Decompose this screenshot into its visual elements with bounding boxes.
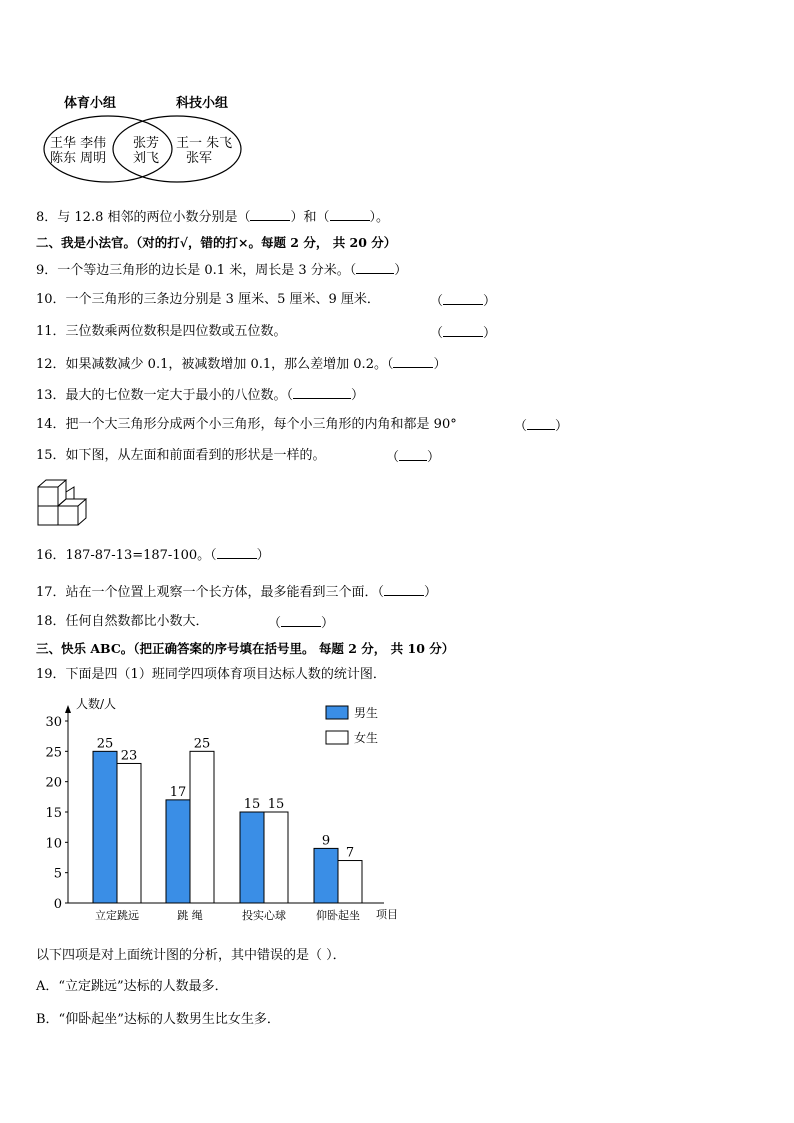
question-10-text: 10．一个三角形的三条边分别是 3 厘米、5 厘米、9 厘米． [36, 292, 380, 307]
question-11-open: （ [430, 326, 444, 341]
y-axis-label: 人数/人 [76, 697, 117, 711]
bar-girls [264, 812, 288, 903]
y-axis-arrow [65, 705, 71, 713]
question-18 [36, 614, 335, 631]
answer-blank-9[interactable] [356, 261, 394, 274]
bar-value-label: 17 [169, 784, 187, 800]
question-16 [36, 546, 270, 564]
x-category-label: 投实心球 [242, 909, 286, 922]
question-11 [36, 324, 497, 341]
question-14-open: （ [514, 419, 528, 434]
legend-label: 女生 [354, 731, 379, 745]
bar-value-label: 9 [321, 833, 331, 849]
question-8-text-c: ）。 [369, 210, 390, 225]
venn-right-label: 科技小组 [176, 96, 229, 111]
x-category-label: 跳 绳 [177, 909, 203, 922]
question-14-close: ） [555, 419, 569, 434]
question-16-close: ） [256, 548, 270, 563]
question-8-text-a: 8．与 12.8 相邻的两位小数分别是（ [36, 210, 251, 225]
question-14-paren [514, 417, 568, 435]
y-tick-label: 5 [53, 866, 62, 882]
answer-blank-8a[interactable] [250, 208, 290, 221]
question-18-paren [268, 614, 334, 632]
bar-chart [36, 692, 436, 922]
question-15-open: （ [386, 450, 400, 465]
question-14-text: 14．把一个大三角形分成两个小三角形，每个小三角形的内角和都是 90° [36, 417, 457, 432]
question-11-close: ） [483, 326, 497, 341]
question-10-close: ） [483, 294, 497, 309]
bar-boys [93, 751, 117, 903]
answer-blank-16[interactable] [217, 546, 257, 559]
question-17 [36, 583, 437, 601]
question-18-close: ） [321, 616, 335, 631]
question-18-open: （ [268, 616, 282, 631]
question-8 [36, 208, 389, 226]
answer-blank-15[interactable] [399, 448, 427, 461]
question-15-paren [386, 448, 440, 466]
question-12 [36, 355, 446, 373]
question-19: 19．下面是四（1）班同学四项体育项目达标人数的统计图． [36, 667, 386, 682]
bar-value-label: 23 [120, 748, 138, 764]
cube-figure [37, 478, 93, 528]
y-tick-label: 30 [45, 715, 62, 730]
bar-value-label: 15 [243, 797, 261, 812]
bar-value-label: 7 [345, 845, 355, 861]
question-10-paren [430, 292, 496, 310]
y-tick-label: 20 [45, 775, 62, 791]
y-tick-label: 25 [45, 745, 62, 761]
question-15-close: ） [427, 450, 441, 465]
bar-value-label: 15 [267, 797, 285, 812]
answer-blank-11[interactable] [443, 324, 483, 337]
question-12-text: 12．如果减数减少 0.1，被减数增加 0.1，那么差增加 0.2。（ [36, 357, 394, 372]
question-9-close: ） [394, 263, 408, 278]
answer-blank-18[interactable] [281, 614, 321, 627]
x-category-label: 仰卧起坐 [316, 909, 360, 922]
option-a[interactable]: A．“立定跳远”达标的人数最多． [36, 979, 228, 994]
question-14 [36, 417, 569, 434]
venn-left-names-1: 王华 李伟 [50, 136, 107, 151]
section-2-heading: 二、我是小法官。（对的打√，错的打×。每题 2 分， 共 20 分） [36, 235, 397, 250]
legend-swatch [326, 706, 348, 719]
venn-diagram [40, 88, 245, 193]
venn-middle-names-1: 张芳 [133, 136, 160, 151]
answer-blank-13[interactable] [293, 386, 351, 399]
question-13-text: 13．最大的七位数一定大于最小的八位数。（ [36, 388, 294, 403]
question-10 [36, 292, 497, 309]
question-12-close: ） [433, 357, 447, 372]
bar-boys [240, 812, 264, 903]
y-tick-label: 0 [53, 897, 62, 912]
venn-left-names-2: 陈东 周明 [50, 151, 107, 166]
answer-blank-17[interactable] [384, 583, 424, 596]
answer-blank-10[interactable] [443, 292, 483, 305]
question-9 [36, 261, 407, 279]
bar-girls [338, 861, 362, 903]
legend-label: 男生 [354, 706, 379, 720]
y-tick-label: 15 [45, 806, 62, 821]
venn-left-label: 体育小组 [64, 96, 117, 111]
venn-right-names-1: 王一 朱飞 [176, 136, 233, 151]
section-3-heading: 三、快乐 ABC。（把正确答案的序号填在括号里。 每题 2 分， 共 10 分） [36, 641, 455, 656]
option-b[interactable]: B．“仰卧起坐”达标的人数男生比女生多． [36, 1012, 280, 1027]
question-11-paren [430, 324, 496, 342]
bar-girls [117, 763, 141, 903]
question-17-close: ） [424, 585, 438, 600]
question-10-open: （ [430, 294, 444, 309]
answer-blank-8b[interactable] [330, 208, 370, 221]
question-13 [36, 386, 364, 404]
question-19-ask: 以下四项是对上面统计图的分析，其中错误的是（ ）． [36, 948, 346, 963]
question-8-text-b: ）和（ [290, 210, 330, 225]
bar-value-label: 25 [193, 736, 211, 752]
question-17-text: 17．站在一个位置上观察一个长方体，最多能看到三个面．（ [36, 585, 385, 600]
venn-right-names-2: 张军 [186, 151, 213, 166]
bar-value-label: 25 [96, 736, 114, 752]
answer-blank-14[interactable] [527, 417, 555, 430]
question-16-text: 16．187-87-13=187-100。（ [36, 548, 217, 563]
bar-boys [166, 800, 190, 903]
question-15-text: 15．如下图，从左面和前面看到的形状是一样的。 [36, 448, 326, 463]
question-18-text: 18．任何自然数都比小数大． [36, 614, 209, 629]
bar-girls [190, 751, 214, 903]
question-9-text: 9．一个等边三角形的边长是 0.1 米，周长是 3 分米。（ [36, 263, 357, 278]
question-15 [36, 448, 441, 465]
y-tick-label: 10 [45, 836, 62, 852]
answer-blank-12[interactable] [393, 355, 433, 368]
question-13-close: ） [351, 388, 365, 403]
venn-middle-names-2: 刘飞 [133, 151, 160, 166]
bar-boys [314, 848, 338, 903]
legend-swatch [326, 731, 348, 744]
x-category-label: 立定跳远 [95, 909, 139, 922]
question-11-text: 11．三位数乘两位数积是四位数或五位数。 [36, 324, 287, 339]
x-axis-label: 项目 [376, 908, 398, 921]
